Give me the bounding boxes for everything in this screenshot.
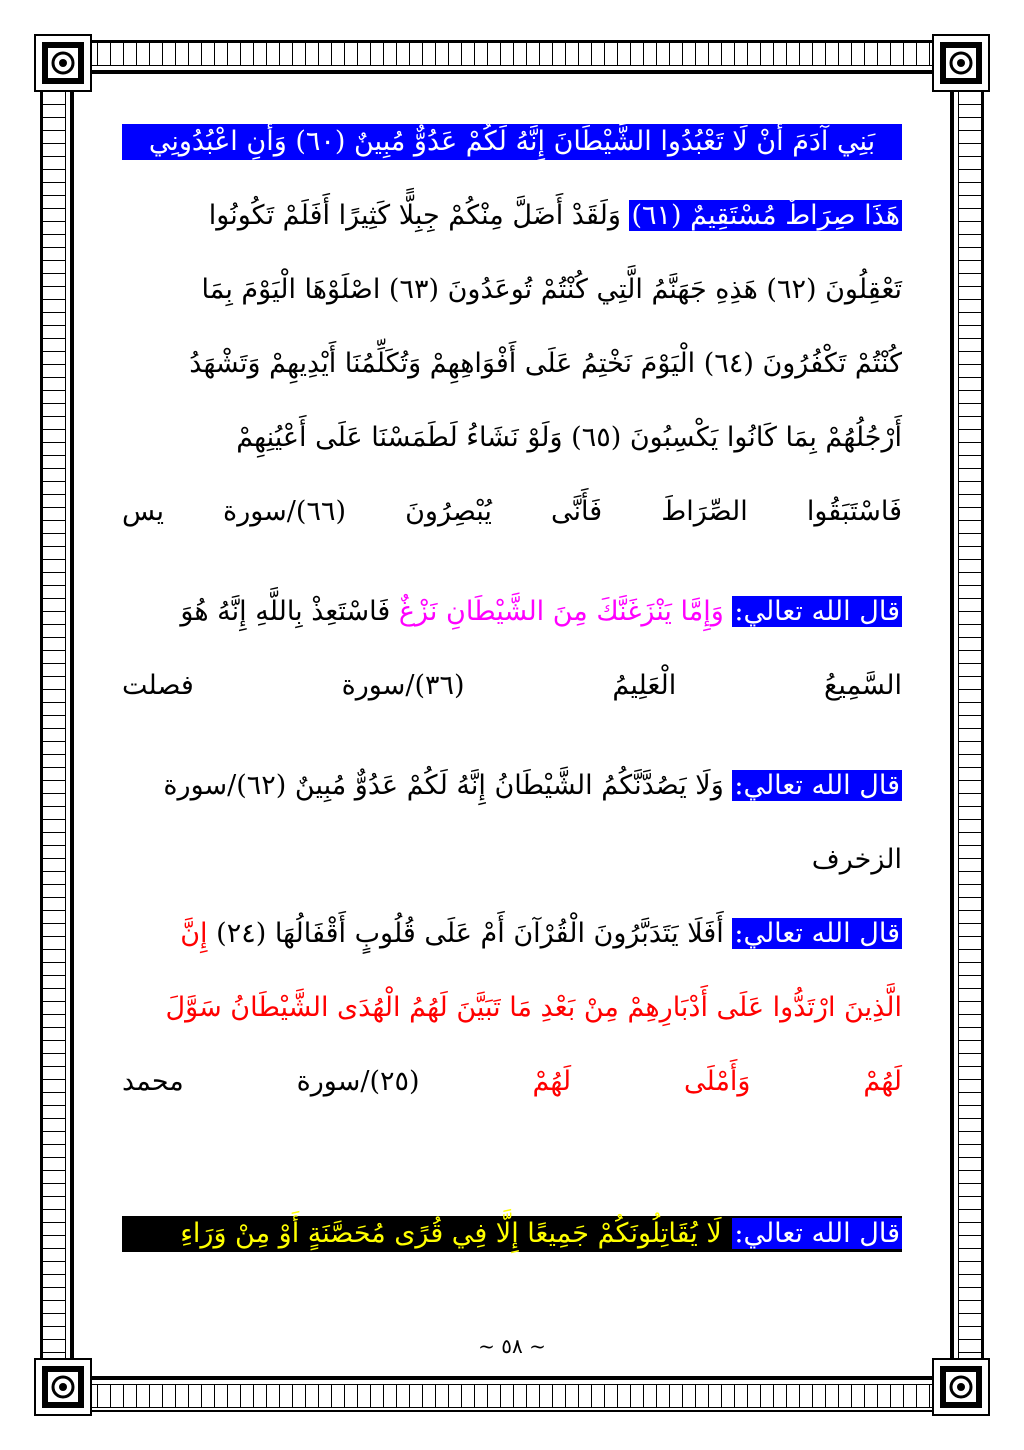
verse-magenta: وَإِمَّا يَنْزَغَنَّكَ مِنَ الشَّيْطَانِ نَزْغٌ (398, 596, 724, 627)
verse-text: وَلَا يَصُدَّنَّكُمُ الشَّيْطَانُ إِنَّهُ لَكُمْ عَدُوٌّ مُبِينٌ (٦٢)/سورة (163, 770, 724, 801)
surah-ref: (٢٥)/سورة (296, 1066, 420, 1097)
word: فَأَنَّى (551, 496, 603, 527)
quote-muhammad-line-2 (122, 990, 902, 1026)
quote-intro: قال الله تعالي: (734, 770, 900, 801)
verse-line-2 (122, 198, 902, 234)
verse-text: فَاسْتَعِذْ بِاللَّهِ إِنَّهُ هُوَ (180, 596, 391, 627)
verse-line-3 (122, 272, 902, 308)
verse-line-1 (122, 124, 902, 160)
word-red: لَهُمْ (863, 1066, 902, 1097)
verse-text: تَعْقِلُونَ (٦٢) هَذِهِ جَهَنَّمُ الَّتِي كُنْتُمْ تُوعَدُونَ (٦٣) اصْلَوْهَا الْيَوْمَ بِمَا (201, 274, 902, 305)
verse-text: بَنِي آدَمَ أَنْ لَا تَعْبُدُوا الشَّيْطَانَ إِنَّهُ لَكُمْ عَدُوٌّ مُبِينٌ (٦٠) وَأَنِ اعْبُدُونِي (122, 124, 902, 160)
corner-ornament-icon (34, 1358, 92, 1416)
verse-yellow: لَا يُقَاتِلُونَكُمْ جَمِيعًا إِلَّا فِي قُرًى مُحَصَّنَةٍ أَوْ مِنْ وَرَاءِ (180, 1218, 722, 1249)
quote-zukhruf-line-2 (122, 842, 902, 878)
corner-ornament-icon (34, 34, 92, 92)
word: يُبْصِرُونَ (405, 496, 492, 527)
surah-name: محمد (122, 1066, 184, 1097)
quote-muhammad-line-3 (122, 1064, 902, 1100)
verse-text: وَلَقَدْ أَضَلَّ مِنْكُمْ جِبِلًّا كَثِيرًا أَفَلَمْ تَكُونُوا (208, 200, 621, 231)
page-border-inner (70, 70, 954, 1380)
word: الصِّرَاطَ (661, 496, 748, 527)
surah-name: الزخرف (811, 844, 902, 875)
word: السَّمِيعُ (824, 670, 902, 701)
surah-ref: (٣٦)/سورة (341, 670, 465, 701)
verse-highlight: هَذَا صِرَاطٌ مُسْتَقِيمٌ (٦١) (631, 200, 900, 231)
word-red: لَهُمْ (532, 1066, 572, 1097)
verse-line-4 (122, 346, 902, 382)
quote-fussilat-line-2 (122, 668, 902, 704)
page-number: ~ ٥٨ ~ (478, 1334, 546, 1358)
border-rail-bottom (58, 1384, 966, 1408)
word-red: وَأَمْلَى (684, 1066, 751, 1097)
verse-red: الَّذِينَ ارْتَدُّوا عَلَى أَدْبَارِهِمْ مِنْ بَعْدِ مَا تَبَيَّنَ لَهُمُ الْهُدَى الشَّيْطَانُ سَوَّلَ (165, 992, 902, 1023)
surah-name: يس (122, 496, 164, 527)
verse-red: إِنَّ (180, 918, 208, 949)
border-rail-right (958, 58, 982, 1392)
word: فَاسْتَبَقُوا (806, 496, 902, 527)
corner-ornament-icon (932, 34, 990, 92)
quote-fussilat-line-1 (122, 594, 902, 630)
verse-line-5 (122, 420, 902, 456)
quote-hashr-line-1 (122, 1216, 902, 1252)
verse-text: كُنْتُمْ تَكْفُرُونَ (٦٤) الْيَوْمَ نَخْتِمُ عَلَى أَفْوَاهِهِمْ وَتُكَلِّمُنَا أَيْدِيهِمْ وَتَشْهَدُ (189, 348, 902, 379)
verse-line-6 (122, 494, 902, 530)
quote-muhammad-line-1 (122, 916, 902, 952)
word: الْعَلِيمُ (612, 670, 677, 701)
surah-name: فصلت (122, 670, 194, 701)
quote-zukhruf-line-1 (122, 768, 902, 804)
corner-ornament-icon (932, 1358, 990, 1416)
quote-intro: قال الله تعالي: (734, 596, 900, 627)
border-rail-left (42, 58, 66, 1392)
surah-ref: (٦٦)/سورة (223, 496, 346, 527)
quote-intro: قال الله تعالي: (734, 918, 900, 949)
border-rail-top (58, 42, 966, 66)
quote-intro: قال الله تعالي: (734, 1218, 900, 1249)
verse-text: أَفَلَا يَتَدَبَّرُونَ الْقُرْآنَ أَمْ عَلَى قُلُوبٍ أَقْفَالُهَا (٢٤) (216, 918, 724, 949)
verse-text: أَرْجُلُهُمْ بِمَا كَانُوا يَكْسِبُونَ (٦٥) وَلَوْ نَشَاءُ لَطَمَسْنَا عَلَى أَعْيُنِهِمْ (236, 422, 902, 453)
